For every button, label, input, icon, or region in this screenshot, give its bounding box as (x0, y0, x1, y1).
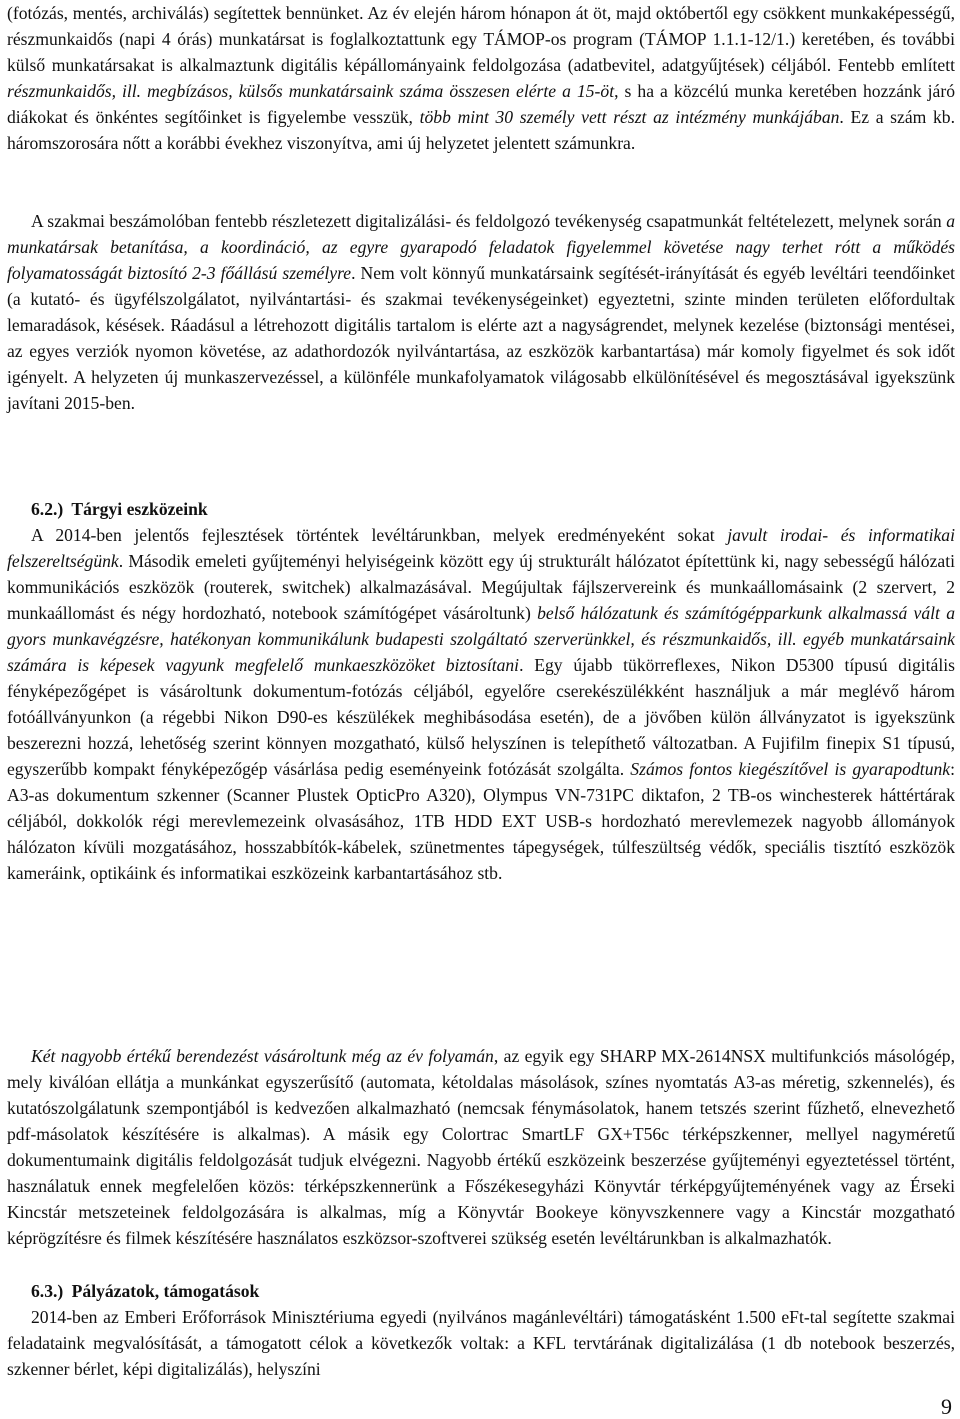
section-heading-grants (31, 1278, 259, 1304)
text-run: . Nem volt könnyű munkatársaink segítését-irányítását és egyéb levéltári teendőinket (a kutató- és ügyfélszolgálatot, nyilvántartási- és szakmai tevékenységeinket) egyeztetni, szinte minden területen előfordultak lemaradások, késések. Ráadásul a létrehozott digitális tartalom is elérte azt a nagyságrendet, melynek kezelése (biztonsági mentései, az egyes verziók nyomon követése, az adathordozók nyilvántartása, az eszközök karbantartása) már komoly figyelmet és sok időt igényelt. A helyzeten új munkaszervezéssel, a különféle munkafolyamatok világosabb elkülönítésével és megosztásával igyekszünk javítani 2015-ben. (7, 263, 956, 413)
text-run: 2014-ben az Emberi Erőforrások Minisztériuma egyedi (nyilvános magánlevéltári) támogatásként 1.500 eFt-tal segítette szakmai feladataink megvalósítását, a támogatott célok a következők voltak: a KFL tervtárának digitalizálása (1 db notebook beszerzés, szkenner bérlet, képi digitalizálás), helyszíni (7, 1307, 955, 1379)
text-run: . Második emeleti gyűjteményi helyiségeink között egy új strukturált hálózatot építettünk ki, nagy sebességű hálózati kommunikációs eszközök (routerek, switchek) alkalmazásával. Megújultak fájlszervereink és munkaállomásaink (2 szervert, 2 munkaállomást és négy hordozható, notebook számítógépet vásároltunk) (7, 551, 955, 623)
italic-run: Számos fontos kiegészítővel is gyarapodtunk (630, 759, 951, 779)
text-run: , s ha a közcélú munka keretében hozzánk járó diákokat és önkéntes segítőinket is figyelembe vesszük, (7, 81, 955, 127)
italic-run: a munkatársak betanítása, a koordináció, az egyre gyarapodó feladatok figyelemmel követése nagy terhet rótt a működés folyamatosságát biztosító 2-3 főállású személyre (7, 211, 955, 283)
heading-title: Tárgyi eszközeink (71, 499, 208, 519)
italic-run: javult irodai- és informatikai felszereltségünk (7, 525, 955, 571)
text-run: . Egy újabb tükörreflexes, Nikon D5300 típusú digitális fényképezőgépet is vásároltunk dokumentum-fotózás céljából, egyelőre cserekészülékként használjuk a már meglévő három fotóállványunkon (a régebbi Nikon D90-es készülékek meghibásodása esetén), de a jövőben külön állványzatot is igyekszünk beszerezni hozzá, lehetőség szerint könnyen mozgatható, külső helyszínen is telepíthető változatban. A Fujifilm finepix S1 típusú, egyszerűbb kompakt fényképezőgép vásárlása pedig eseményeink fotózását szolgálta. (7, 655, 955, 779)
heading-number: 6.3.) (31, 1281, 64, 1301)
paragraph-grants (7, 1304, 955, 1382)
section-heading-assets (31, 496, 208, 522)
text-run: A szakmai beszámolóban fentebb részletezett digitalizálási- és feldolgozó tevékenység csapatmunkát feltételezett, melynek során (31, 211, 947, 231)
heading-number: 6.2.) (31, 499, 64, 519)
paragraph-staff (7, 0, 955, 156)
italic-run: belső hálózatunk és számítógépparkunk alkalmassá vált a gyors munkavégzésre, hatékonyan kommunikálunk budapesti szolgáltató szerverünkkel, és részmunkaidős, ill. egyéb munkatársaink számára is képesek vagyunk megfelelő munkaeszközöket biztosítani (7, 603, 955, 675)
text-run: : A3-as dokumentum szkenner (Scanner Plustek OpticPro A320), Olympus VN-731PC diktafon, 2 TB-os winchesterek háttértárak céljából, dokkolók régi merevlemezeink olvasásához, 1TB HDD EXT USB-s hordozható merevlemezek nagyobb állományok hálózaton kívüli mozgatásához, hosszabbítók-kábelek, szünetmentes tápegységek, túlfeszültség védők, speciális tisztító eszközök kameráink, optikáink és informatikai eszközeink karbantartásához stb. (7, 759, 955, 883)
paragraph-assets (7, 522, 955, 886)
paragraph-teamwork (7, 208, 955, 416)
italic-run: részmunkaidős, ill. megbízásos, külsős munkatársaink száma összesen elérte a 15-öt (7, 81, 615, 101)
heading-title: Pályázatok, támogatások (71, 1281, 260, 1301)
italic-run: Két nagyobb értékű berendezést vásároltunk még az év folyamán (31, 1046, 494, 1066)
paragraph-equipment (7, 1043, 955, 1251)
page-number: 9 (941, 1394, 952, 1419)
text-run: , az egyik egy SHARP MX-2614NSX multifunkciós másológép, mely kiválóan ellátja a munkánkat egyszerűsítő (automata, kétoldalas másolások, színes nyomtatás A3-as méretig, szkennelés), és kutatószolgálatunk szempontjából is kedvezően alkalmazható (nemcsak fénymásolatok, hanem tetszés szerint fűzhető, elnevezhető pdf-másolatok készítésére is alkalmas). A másik egy Colortrac SmartLF GX+T56c térképszkenner, mellyel nagyméretű dokumentumaink digitális feldolgozását tudjuk elvégezni. Nagyobb értékű eszközeink beszerzése gyűjteményi egyeztetéssel történt, használatuk ennek megfelelően közös: térképszkennerünk a Főszékesegyházi Könyvtár térképgyűjteményének vagy az Érseki Kincstár metszeteinek feldolgozására is alkalmas, míg a Könyvtár Bookeye könyvszkennere vagy a Kincstár mozgatható képrögzítésre és filmek készítésére használatos eszközsor-szoftverei szükség esetén levéltárunkban is alkalmazhatók. (7, 1046, 956, 1248)
text-run: (fotózás, mentés, archiválás) segítettek bennünket. Az év elején három hónapon át öt, majd októbertől egy csökkent munkaképességű, részmunkaidős (napi 4 órás) munkatársat is foglalkoztattunk egy TÁMOP-os program (TÁMOP 1.1.1-12/1.) keretében, és további külső munkatársakat is alkalmaztunk digitális képállományaink feldolgozása (adatbevitel, adatgyűjtések) céljából. Fentebb említett (7, 3, 955, 75)
text-run: . Ez a szám kb. háromszorosára nőtt a korábbi évekhez viszonyítva, ami új helyzetet jelentett számunkra. (7, 107, 955, 153)
italic-run: több mint 30 személy vett részt az intézmény munkájában (419, 107, 840, 127)
text-run: A 2014-ben jelentős fejlesztések történtek levéltárunkban, melyek eredményeként sokat (31, 525, 728, 545)
